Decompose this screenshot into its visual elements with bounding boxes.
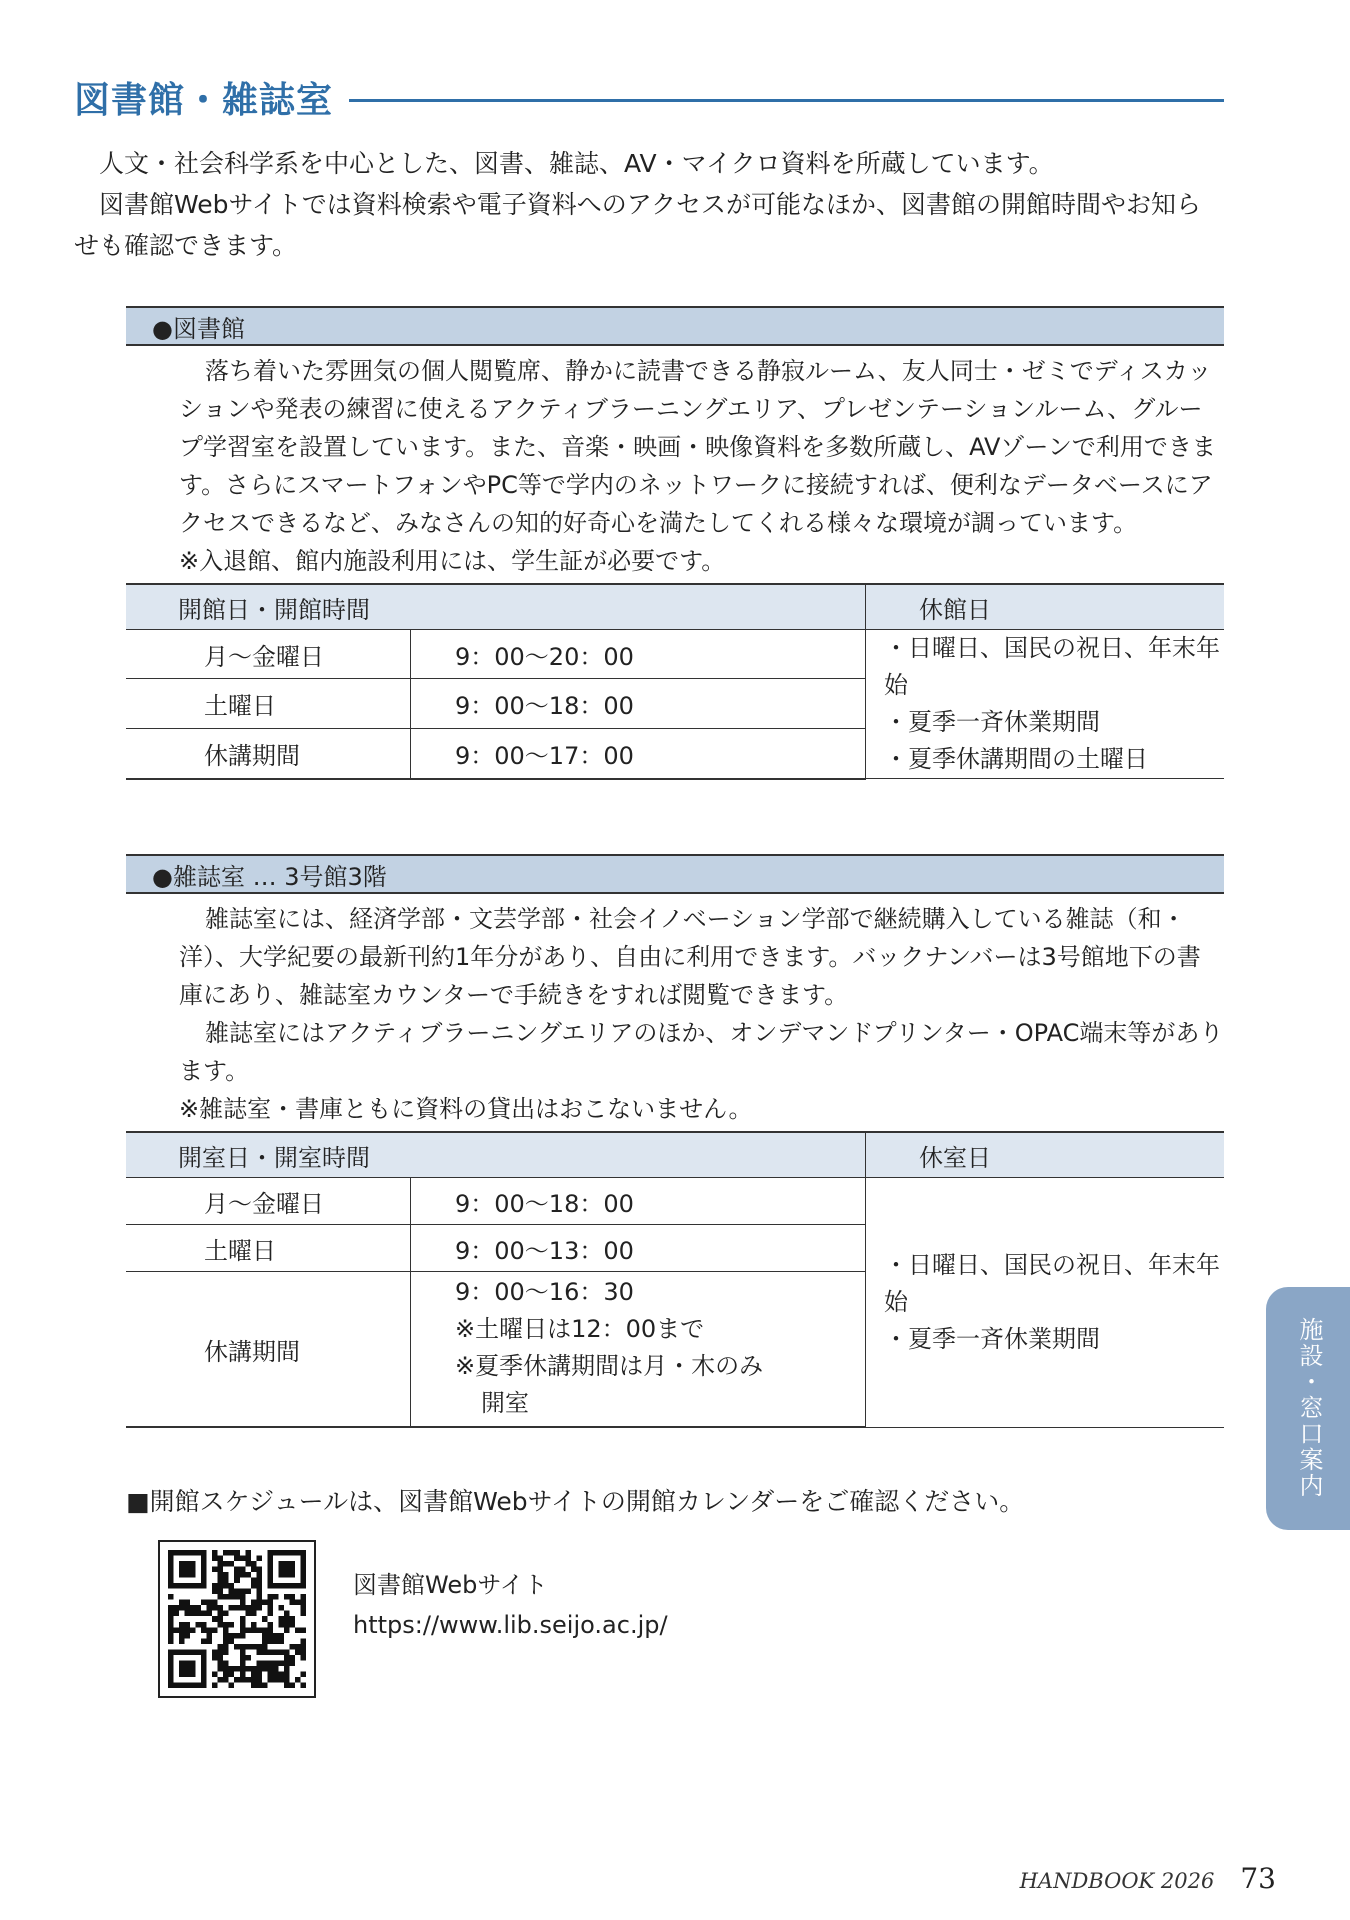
time-cell xyxy=(411,1272,866,1428)
day-cell: 土曜日 xyxy=(126,679,411,728)
closed-item: ・夏季一斉休業期間 xyxy=(884,708,1100,736)
library-heading: ●図書館 xyxy=(126,306,1224,346)
page-footer xyxy=(1020,1862,1276,1895)
library-body: 落ち着いた雰囲気の個人閲覧席、静かに読書できる静寂ルーム、友人同士・ゼミでディスカッションや発表の練習に使えるアクティブラーニングエリア、プレゼンテーションルーム、グループ学習室を設置しています。また、音楽・映画・映像資料を多数所蔵し、AVゾーンで利用できます。さらにスマートフォンやPC等で学内のネットワークに接続すれば、便利なデータベースにアクセスできるなど、みなさんの知的好奇心を満たしてくれる様々な環境が調っています。 xyxy=(179,357,1216,537)
day-cell: 月～金曜日 xyxy=(126,630,411,679)
library-closed-header: 休館日 xyxy=(866,584,1225,630)
intro-paragraph-2: 図書館Webサイトでは資料検索や電子資料へのアクセスが可能なほか、図書館の開館時間やお知らせも確認できます。 xyxy=(74,190,1202,260)
library-description xyxy=(126,346,1224,580)
magazine-description xyxy=(126,894,1224,1128)
intro-paragraph-1: 人文・社会科学系を中心とした、図書、雑誌、AV・マイクロ資料を所蔵しています。 xyxy=(99,149,1054,178)
day-cell: 休講期間 xyxy=(126,1272,411,1428)
magazine-note: ※雑誌室・書庫ともに資料の貸出はおこないません。 xyxy=(179,1095,753,1123)
time-note: 開室 xyxy=(481,1389,529,1417)
library-section xyxy=(126,306,1224,780)
magazine-closed-header: 休室日 xyxy=(866,1132,1225,1178)
website-info xyxy=(353,1565,668,1645)
time-cell: 9：00～20：00 xyxy=(411,630,866,679)
handbook-label: HANDBOOK 2026 xyxy=(1019,1869,1215,1893)
closed-item: ・日曜日、国民の祝日、年末年始 xyxy=(884,1250,1220,1316)
page-title: 図書館・雑誌室 xyxy=(74,79,334,121)
schedule-note: ■開館スケジュールは、図書館Webサイトの開館カレンダーをご確認ください。 xyxy=(126,1487,1025,1516)
time-cell: 9：00～17：00 xyxy=(411,728,866,778)
magazine-closed-days xyxy=(866,1178,1225,1428)
magazine-hours-header: 開室日・開室時間 xyxy=(126,1132,866,1178)
page-header xyxy=(74,72,1224,122)
website-label: 図書館Webサイト xyxy=(353,1571,548,1599)
intro-text xyxy=(74,143,1224,266)
website-url[interactable]: https://www.lib.seijo.ac.jp/ xyxy=(353,1611,668,1639)
magazine-hours-table xyxy=(126,1131,1224,1428)
magazine-section xyxy=(126,854,1224,1428)
closed-item: ・夏季一斉休業期間 xyxy=(884,1324,1100,1353)
magazine-body-1: 雑誌室には、経済学部・文芸学部・社会イノベーション学部で継続購入している雑誌（和・洋）、大学紀要の最新刊約1年分があり、自由に利用できます。バックナンバーは3号館地下の書庫にあり、雑誌室カウンターで手続きをすれば閲覧できます。 xyxy=(179,905,1201,1009)
time-cell: 9：00～18：00 xyxy=(411,1178,866,1225)
library-note: ※入退館、館内施設利用には、学生証が必要です。 xyxy=(179,547,726,575)
side-tab-label: 施設・窓口案内 xyxy=(1295,1317,1323,1499)
closed-item: ・日曜日、国民の祝日、年末年始 xyxy=(884,634,1220,699)
time-value: 9：00～16：30 xyxy=(455,1278,634,1306)
table-row xyxy=(126,630,1224,679)
library-closed-days xyxy=(866,630,1225,779)
time-note: ※土曜日は12：00まで xyxy=(455,1315,705,1343)
magazine-body-2: 雑誌室にはアクティブラーニングエリアのほか、オンデマンドプリンター・OPAC端末等があります。 xyxy=(179,1019,1224,1085)
day-cell: 休講期間 xyxy=(126,728,411,778)
closed-item: ・夏季休講期間の土曜日 xyxy=(884,745,1148,773)
day-cell: 月～金曜日 xyxy=(126,1178,411,1225)
magazine-heading: ●雑誌室 … 3号館3階 xyxy=(126,854,1224,894)
library-hours-header: 開館日・開館時間 xyxy=(126,584,866,630)
time-cell: 9：00～18：00 xyxy=(411,679,866,728)
qr-code-icon[interactable] xyxy=(158,1540,316,1698)
title-rule xyxy=(349,99,1224,102)
library-hours-table xyxy=(126,583,1224,780)
section-side-tab xyxy=(1266,1287,1350,1530)
time-cell: 9：00～13：00 xyxy=(411,1225,866,1272)
table-row xyxy=(126,1178,1224,1225)
time-note: ※夏季休講期間は月・木のみ xyxy=(455,1352,764,1380)
page-number: 73 xyxy=(1240,1862,1276,1895)
day-cell: 土曜日 xyxy=(126,1225,411,1272)
